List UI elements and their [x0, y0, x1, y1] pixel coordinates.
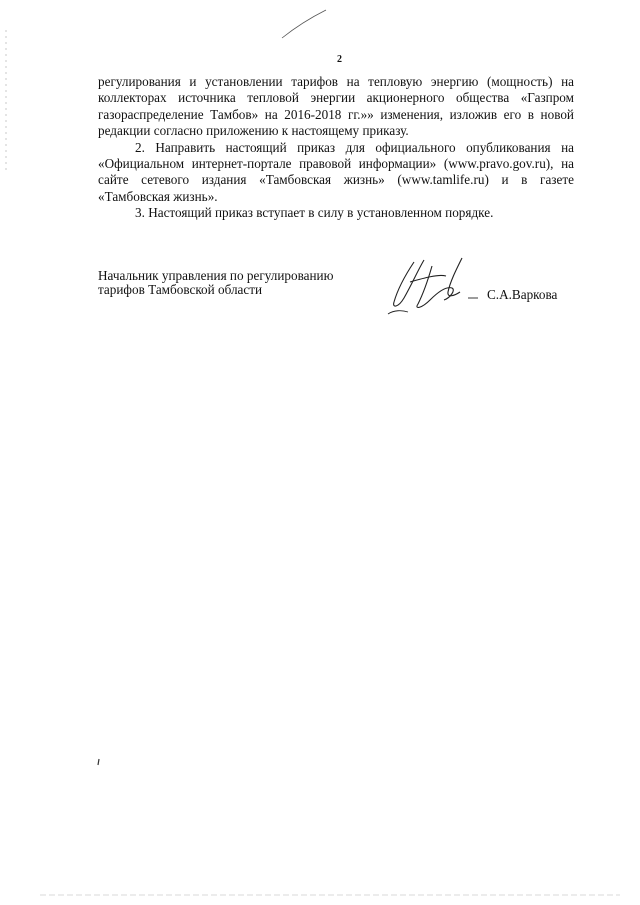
document-body — [98, 74, 574, 222]
paragraph-2: 2. Направить настоящий приказ для официального опубликования на «Официальном интернет-портале правовой информации» (www.pravo.gov.ru), на сайте сетевого издания «Тамбовская жизнь» (www.tamlife.ru) и в газете «Тамбовская жизнь». — [98, 139, 574, 204]
paragraph-continuation: регулирования и установлении тарифов на тепловую энергию (мощность) на коллекторах источника тепловой энергии акционерного общества «Газпром газораспределение Тамбов» на 2016-2018 гг.»» изменения, изложив его в новой редакции согласно приложению к настоящему приказу. — [98, 74, 574, 139]
page-number: 2 — [337, 54, 342, 65]
bottom-scan-edge — [40, 893, 620, 897]
scan-speck-mark — [96, 758, 102, 766]
paragraph-3: 3. Настоящий приказ вступает в силу в установленном порядке. — [135, 205, 494, 221]
signatory-position — [98, 269, 333, 297]
signer-name: С.А.Варкова — [487, 287, 558, 302]
left-margin-trace — [4, 30, 8, 170]
scan-pen-mark — [280, 8, 330, 40]
position-line-1: Начальник управления по регулированию — [98, 268, 334, 283]
position-line-2: тарифов Тамбовской области — [98, 282, 263, 297]
handwritten-signature-icon — [384, 252, 484, 322]
